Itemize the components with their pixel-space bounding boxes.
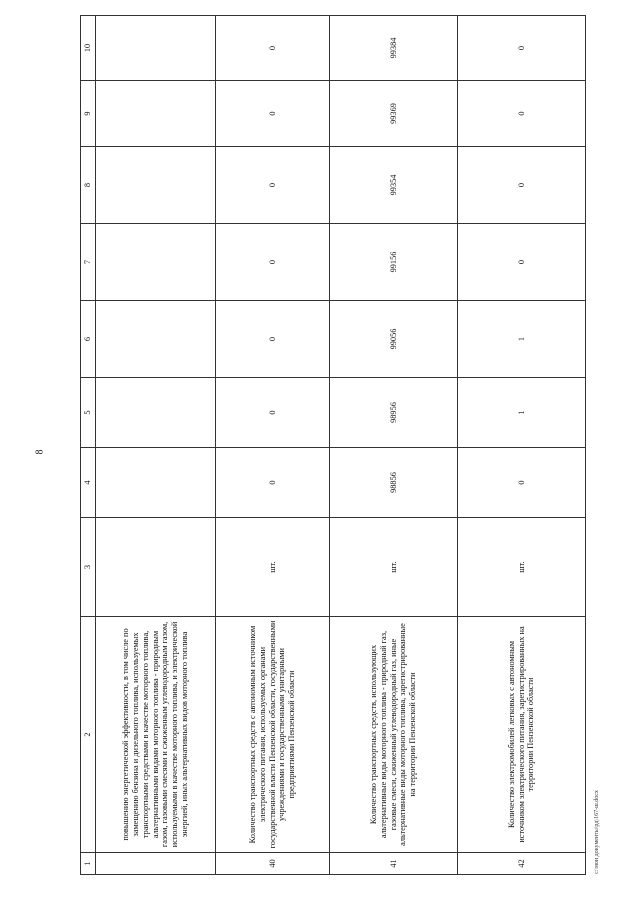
row-value: [96, 378, 216, 448]
table-row: [330, 16, 458, 875]
column-header: 10: [81, 16, 96, 81]
row-description: Количество электромобилей легковых с автономным источником электрического питания, зарегистрированных на территории Пензенской области: [458, 617, 586, 853]
row-unit: шт.: [458, 518, 586, 617]
row-value: 0: [458, 16, 586, 81]
row-number: [96, 853, 216, 875]
row-value: 0: [458, 224, 586, 301]
row-value: 98856: [330, 448, 458, 518]
row-number: 41: [330, 853, 458, 875]
row-value: 99354: [330, 147, 458, 224]
rotated-table-frame: [80, 36, 580, 875]
row-value: 99369: [330, 81, 458, 147]
column-header: 3: [81, 518, 96, 617]
row-value: 0: [458, 147, 586, 224]
column-header: 9: [81, 81, 96, 147]
table-row: [458, 16, 586, 875]
row-value: 99384: [330, 16, 458, 81]
footer-file-path: c:\мои документы\рд\167-ш.docx: [594, 790, 600, 874]
row-value: 98956: [330, 378, 458, 448]
row-value: 0: [216, 448, 330, 518]
row-value: 99156: [330, 224, 458, 301]
row-value: 0: [216, 16, 330, 81]
row-value: 0: [216, 147, 330, 224]
column-header: 4: [81, 448, 96, 518]
row-unit: шт.: [330, 518, 458, 617]
row-unit: [96, 518, 216, 617]
row-description: повышению энергетической эффективности, в том числе по замещению бензина и дизельного топлива, используемых транспортными средствами в качестве моторного топлива, альтернативными видами моторного топлива - природным газом, газовыми смесями и сжиженным углеводородным газом, используемыми в качестве моторного топлива, и электрической энергией, иных альтернативных видов моторного топлива: [96, 617, 216, 853]
indicators-table: [80, 15, 586, 875]
column-header: 2: [81, 617, 96, 853]
row-value: 0: [216, 378, 330, 448]
row-description: Количество транспортных средств, использующих альтернативные виды моторного топлива - природный газ, газовые смеси, сжиженный углеводородный газ, иные альтернативные виды моторного топлива, зарегистрированные на территории Пензенской области: [330, 617, 458, 853]
row-value: 0: [458, 448, 586, 518]
row-value: [96, 81, 216, 147]
table-container: [80, 36, 580, 875]
row-value: 0: [458, 81, 586, 147]
row-number: 42: [458, 853, 586, 875]
row-description: Количество транспортных средств с автономным источником электрического питания, используемых органами государственной власти Пензенской области, государственными учреждениями и государственными унитарными предприятиями Пензенской области: [216, 617, 330, 853]
column-header: 6: [81, 301, 96, 378]
row-value: [96, 448, 216, 518]
row-value: 1: [458, 378, 586, 448]
row-value: 0: [216, 301, 330, 378]
row-value: [96, 301, 216, 378]
row-value: 1: [458, 301, 586, 378]
row-value: 0: [216, 224, 330, 301]
table-header-row: [81, 16, 96, 875]
page-number: 8: [34, 449, 46, 455]
row-value: [96, 147, 216, 224]
row-number: 40: [216, 853, 330, 875]
table-row: [96, 16, 216, 875]
table-row: [216, 16, 330, 875]
row-value: [96, 224, 216, 301]
column-header: 7: [81, 224, 96, 301]
row-unit: шт.: [216, 518, 330, 617]
column-header: 1: [81, 853, 96, 875]
column-header: 8: [81, 147, 96, 224]
row-value: 0: [216, 81, 330, 147]
row-value: [96, 16, 216, 81]
row-value: 99056: [330, 301, 458, 378]
column-header: 5: [81, 378, 96, 448]
